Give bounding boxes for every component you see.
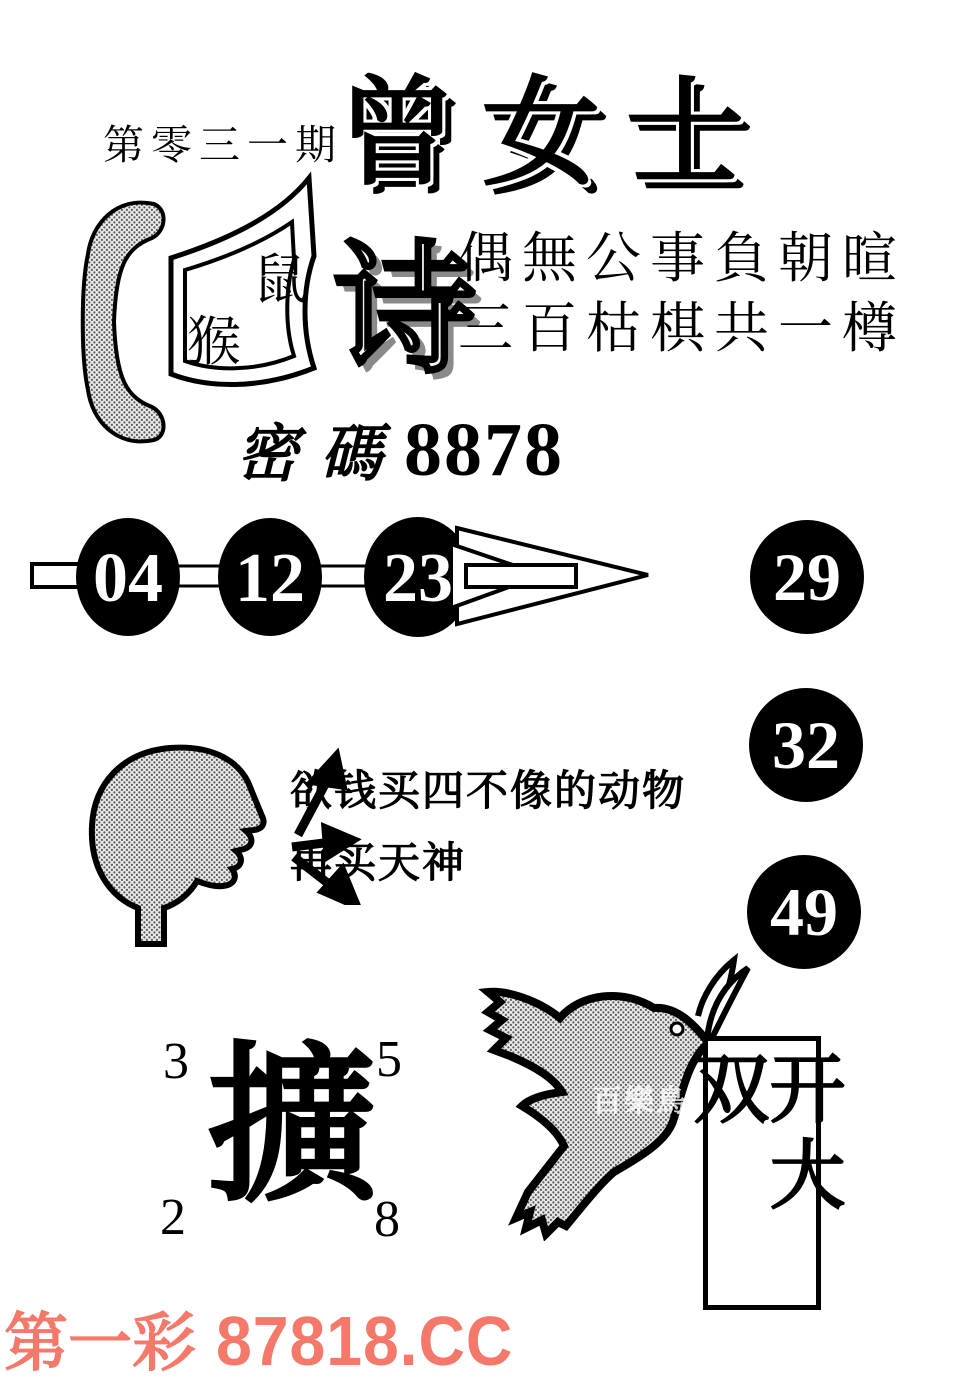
side-number-ball bbox=[750, 520, 864, 634]
footer-brand: 第一彩 bbox=[4, 1307, 196, 1379]
ball-number-2: 12 bbox=[235, 540, 305, 617]
ball-number: 32 bbox=[772, 706, 840, 783]
ball-number-3: 23 bbox=[383, 540, 453, 617]
charm-number-top-right: 5 bbox=[376, 1031, 402, 1088]
dove-watermark: 百樂鳥 bbox=[592, 1085, 688, 1118]
page-title: 曾女士 bbox=[338, 69, 771, 200]
numbers-arrow-group bbox=[30, 512, 670, 644]
zodiac-top-label: 鼠 bbox=[253, 250, 307, 310]
poem-line-2: 三百枯棋共一樽 bbox=[458, 298, 907, 359]
charm-number-bottom-left: 2 bbox=[160, 1189, 186, 1246]
arrow-head-icon bbox=[451, 528, 648, 624]
verdict-text: 开大双 bbox=[682, 1049, 842, 1221]
charm-number-top-left: 3 bbox=[163, 1033, 189, 1090]
speech-line-2: 再买天神 bbox=[290, 839, 467, 886]
charm-character: 擴 bbox=[206, 1033, 378, 1223]
verdict-box bbox=[682, 1036, 842, 1310]
poem-character: 诗 bbox=[334, 232, 476, 390]
scroll-icon bbox=[163, 168, 335, 406]
issue-label: 第零三一期 bbox=[103, 122, 343, 168]
ball-number-1: 04 bbox=[93, 540, 163, 617]
head-profile-icon bbox=[78, 736, 308, 948]
password-row bbox=[236, 404, 564, 494]
side-number-ball bbox=[747, 855, 861, 969]
charm-number-bottom-right: 8 bbox=[374, 1191, 400, 1248]
ball-number: 49 bbox=[770, 873, 838, 950]
ball-number: 29 bbox=[773, 538, 841, 615]
password-value: 8878 bbox=[404, 408, 565, 492]
side-number-ball bbox=[749, 688, 863, 802]
poem-line-1: 偶無公事負朝暄 bbox=[458, 228, 907, 289]
footer bbox=[4, 1292, 539, 1384]
zodiac-bottom-label: 猴 bbox=[187, 312, 241, 372]
olive-branch-icon bbox=[698, 960, 748, 1040]
speech-line-1: 欲钱买四不像的动物 bbox=[290, 767, 687, 814]
password-label: 密碼 bbox=[236, 421, 405, 489]
footer-site: 87818.CC bbox=[216, 1302, 514, 1380]
